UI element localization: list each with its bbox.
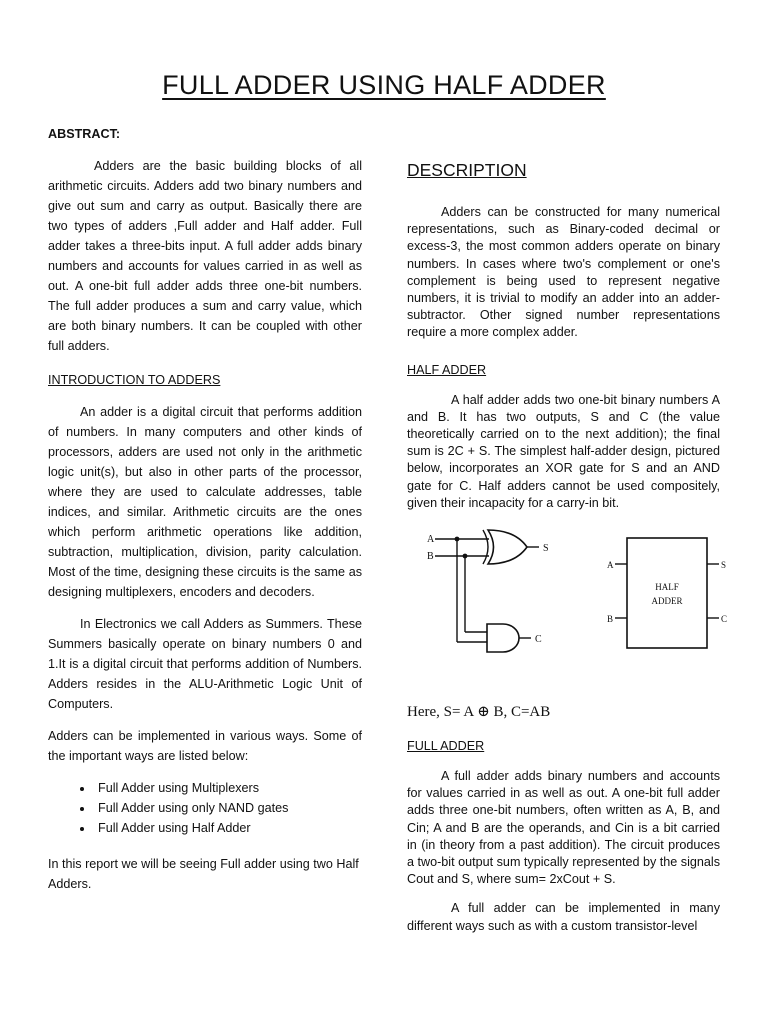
block-title-line1: HALF: [655, 582, 679, 593]
full-adder-paragraph-2: A full adder can be implemented in many different ways such as with a custom transistor-level: [407, 901, 720, 933]
description-paragraph: Adders can be constructed for many numerical representations, such as Binary-coded decimal or excess-3, the most common adders operate on binary numbers. In cases where two's complement or one's complement is being used to represent negative numbers, it is trivial to modify an adder into an adder-subtractor. Other signed number representations require a more complex adder.: [407, 205, 720, 340]
ways-list: [48, 778, 362, 838]
half-adder-formula: Here, S= A ⊕ B, C=AB: [407, 704, 551, 721]
abstract-paragraph: Adders are the basic building blocks of all arithmetic circuits. Adders add two binary numbers and give out sum and carry as output. Basically there are two types of adders ,Full adder and Half adder. Full adder takes a three-bits input. A full adder adds binary numbers and accounts for values carried in as well as out. A one-bit full adder adds three one-bit numbers. The full adder produces a sum and carry value, which are both binary numbers. It can be coupled with other full adders.: [48, 159, 362, 353]
list-item: • Full Adder using Multiplexers: [94, 778, 362, 798]
list-item: • Full Adder using Half Adder: [94, 818, 362, 838]
intro-heading: INTRODUCTION TO ADDERS: [48, 373, 221, 387]
block-s-label: S: [721, 560, 727, 571]
page-title: FULL ADDER USING HALF ADDER: [162, 70, 606, 100]
half-adder-text: A half adder adds two one-bit binary numbers A and B. It has two outputs, S and C (the value theoretically carried on to the next addition); the final sum is 2C + S. The simplest half-adder design, pictured below, incorporates an XOR gate for S and an AND gate for C. Half adders cannot be used compositely, given their incapacity for a carry-in bit.: [407, 392, 720, 510]
and-gate: [487, 624, 519, 652]
and-output-c-label: C: [535, 634, 542, 646]
half-adder-heading: HALF ADDER: [407, 362, 487, 377]
left-column: [48, 124, 362, 906]
summers-paragraph: In Electronics we call Adders as Summers. These Summers basically operate on binary numbers 0 and 1.It is a digital circuit that performs addition of Numbers. Adders resides in the ALU-Arithmetic Logic Unit of Computers.: [48, 617, 362, 711]
closing-paragraph: In this report we will be seeing Full adder using two Half Adders.: [48, 857, 359, 891]
ways-paragraph: Adders can be implemented in various ways. Some of the important ways are listed below:: [48, 729, 362, 763]
block-b-label: B: [607, 614, 614, 625]
input-a-label: A: [427, 534, 435, 546]
list-item: • Full Adder using only NAND gates: [94, 798, 362, 818]
block-title-line2: ADDER: [651, 596, 683, 607]
half-adder-paragraph: [407, 392, 720, 512]
block-c-label: C: [721, 614, 727, 625]
half-adder-gate-circuit: [407, 524, 557, 674]
xor-gate: [488, 530, 527, 564]
description-heading: DESCRIPTION: [407, 160, 527, 180]
half-adder-diagram: [407, 524, 727, 694]
intro-paragraph: An adder is a digital circuit that performs addition of numbers. In many computers and other kinds of processors, adders are used not only in the arithmetic logic unit(s), but also in other parts of the processor, where they are used to calculate addresses, table indices, and similar. Arithmetic circuits are the ones which perform arithmetic operations like addition, subtraction, multiplication, division, parity calculation. Most of the time, designing these circuits is the same as designing multiplexers, encoders and decoders.: [48, 405, 362, 599]
right-column: [407, 160, 727, 947]
half-adder-block: [607, 528, 727, 658]
input-b-label: B: [427, 551, 434, 563]
xor-output-s-label: S: [543, 543, 549, 555]
abstract-heading: ABSTRACT:: [48, 127, 121, 141]
full-adder-paragraph: A full adder adds binary numbers and accounts for values carried in as well as out. A one-bit full adder adds three one-bit numbers, often written as A, B, and Cin; A and B are the operands, and Cin is a bit carried in (in theory from a past addition). The circuit produces a two-bit output sum typically represented by the signals Cout and S, where sum= 2xCout + S.: [407, 769, 720, 887]
xor-gate-back: [483, 530, 488, 564]
full-adder-heading: FULL ADDER: [407, 739, 485, 754]
block-a-label: A: [607, 560, 614, 571]
